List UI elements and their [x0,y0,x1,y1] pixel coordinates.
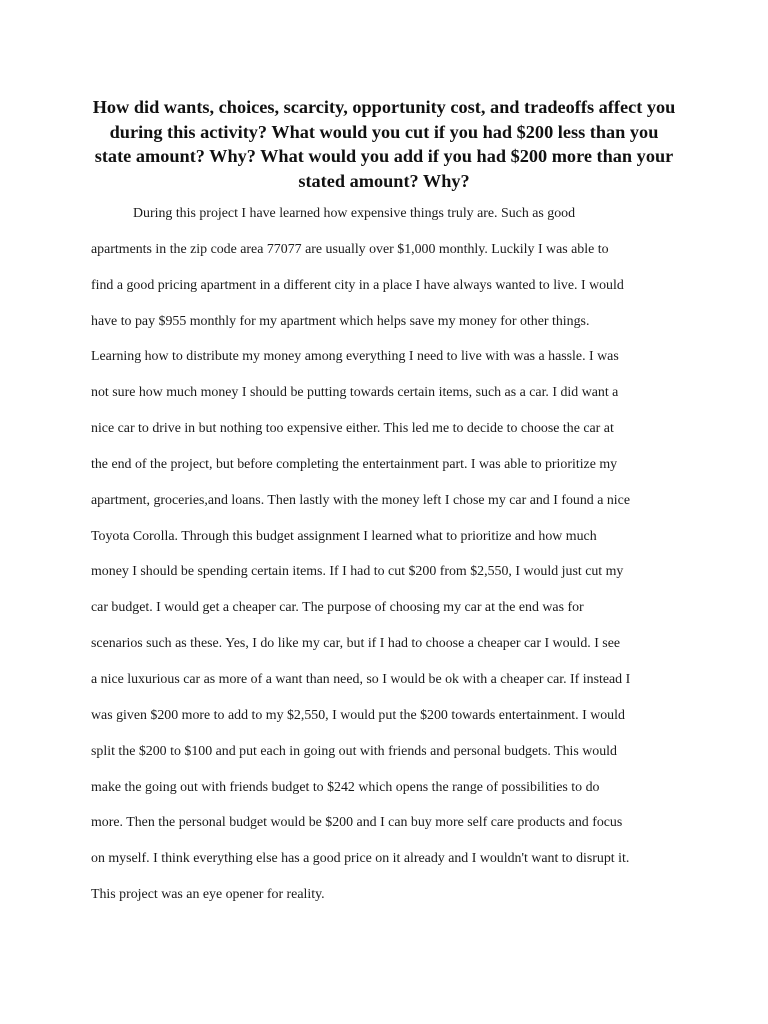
essay-line: not sure how much money I should be putting towards certain items, such as a car. I did want a [91,385,619,401]
essay-line: have to pay $955 monthly for my apartment which helps save my money for other things. [91,313,590,329]
essay-line: split the $200 to $100 and put each in going out with friends and personal budgets. This would [91,743,617,759]
essay-line: During this project I have learned how expensive things truly are. Such as good [133,206,576,221]
essay-line: car budget. I would get a cheaper car. The purpose of choosing my car at the end was for [91,600,584,616]
essay-line: Toyota Corolla. Through this budget assignment I learned what to prioritize and how much [91,528,597,544]
essay-body [91,204,691,921]
essay-line: scenarios such as these. Yes, I do like my car, but if I had to choose a cheaper car I would. I see [91,636,621,652]
essay-line: a nice luxurious car as more of a want than need, so I would be ok with a cheaper car. If instead I [91,671,631,687]
essay-line: apartment, groceries,and loans. Then lastly with the money left I chose my car and I found a nice [91,492,630,508]
essay-line: make the going out with friends budget to $242 which opens the range of possibilities to do [91,779,600,795]
essay-line: nice car to drive in but nothing too expensive either. This led me to decide to choose the car at [91,421,614,437]
essay-line: the end of the project, but before completing the entertainment part. I was able to prioritize my [91,456,618,472]
essay-line: find a good pricing apartment in a different city in a place I have always wanted to live. I would [91,277,624,293]
essay-line: Learning how to distribute my money among everything I need to live with was a hassle. I was [91,349,619,365]
essay-line: money I should be spending certain items. If I had to cut $200 from $2,550, I would just cut my [91,564,624,580]
essay-line: more. Then the personal budget would be $200 and I can buy more self care products and focus [91,815,623,831]
essay-line: This project was an eye opener for reality. [91,887,325,903]
essay-line: apartments in the zip code area 77077 are usually over $1,000 monthly. Luckily I was able to [91,241,609,257]
essay-line: was given $200 more to add to my $2,550, I would put the $200 towards entertainment. I would [91,707,625,723]
question-title: How did wants, choices, scarcity, opportunity cost, and tradeoffs affect you during this activity? What would you cut if you had $200 less than you state amount? Why? What would you add if you had $200 more than your stated amount? Why? [92,97,676,191]
essay-line: on myself. I think everything else has a good price on it already and I wouldn't want to disrupt it. [91,851,630,867]
